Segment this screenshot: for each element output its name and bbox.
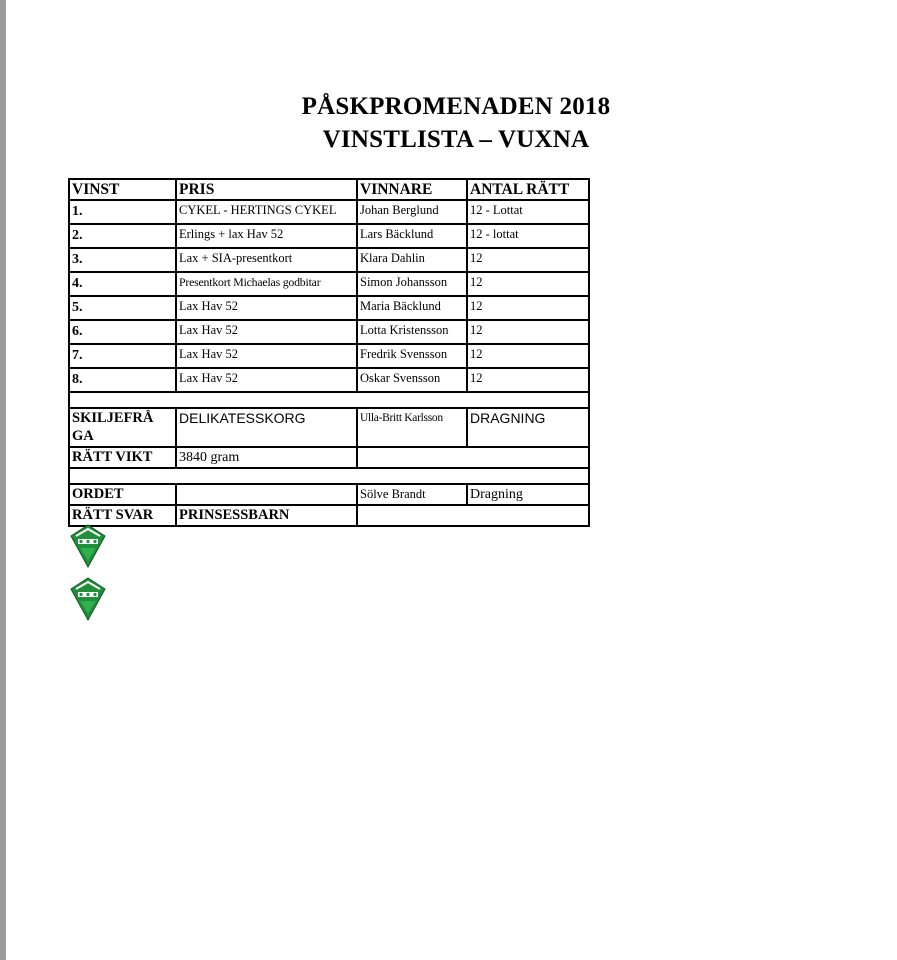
correct-weight-row	[69, 447, 589, 468]
row-prize: Erlings + lax Hav 52	[176, 224, 357, 248]
tiebreak-prize: DELIKATESSKORG	[176, 408, 357, 447]
row-score: 12	[467, 296, 589, 320]
row-prize: Lax Hav 52	[176, 368, 357, 392]
table-row	[69, 296, 589, 320]
page-title	[200, 90, 712, 156]
correct-weight-label: RÄTT VIKT	[69, 447, 176, 468]
tiebreak-label-line-2: GA	[72, 428, 94, 444]
correct-answer-value: PRINSESSBARN	[176, 505, 357, 526]
spacer-row	[69, 468, 589, 484]
word-winner: Sölve Brandt	[357, 484, 467, 505]
row-score: 12	[467, 344, 589, 368]
tiebreak-row	[69, 408, 589, 447]
club-logo-icon	[70, 524, 106, 568]
table-row	[69, 200, 589, 224]
row-winner: Maria Bäcklund	[357, 296, 467, 320]
page-edge	[0, 0, 6, 960]
header-pris: PRIS	[176, 179, 357, 200]
table-row	[69, 224, 589, 248]
correct-answer-label: RÄTT SVAR	[69, 505, 176, 526]
row-prize: CYKEL - HERTINGS CYKEL	[176, 200, 357, 224]
row-prize: Lax + SIA-presentkort	[176, 248, 357, 272]
spacer-row	[69, 392, 589, 408]
prize-table	[68, 178, 590, 527]
tiebreak-label-line-1: SKILJEFRÅ	[72, 410, 154, 426]
row-winner: Lars Bäcklund	[357, 224, 467, 248]
row-score: 12	[467, 272, 589, 296]
row-winner: Johan Berglund	[357, 200, 467, 224]
header-antal-ratt: ANTAL RÄTT	[467, 179, 589, 200]
row-prize: Lax Hav 52	[176, 296, 357, 320]
table-row	[69, 344, 589, 368]
row-winner: Fredrik Svensson	[357, 344, 467, 368]
row-winner: Oskar Svensson	[357, 368, 467, 392]
tiebreak-label	[69, 408, 176, 447]
table-row	[69, 368, 589, 392]
title-line-1: PÅSKPROMENADEN 2018	[301, 93, 611, 120]
row-winner: Klara Dahlin	[357, 248, 467, 272]
row-number: 8.	[69, 368, 176, 392]
word-row	[69, 484, 589, 505]
row-number: 2.	[69, 224, 176, 248]
row-score: 12	[467, 248, 589, 272]
row-prize: Presentkort Michaelas godbitar	[176, 272, 357, 296]
row-number: 4.	[69, 272, 176, 296]
correct-weight-value: 3840 gram	[176, 447, 357, 468]
table-row	[69, 248, 589, 272]
word-result: Dragning	[467, 484, 589, 505]
row-number: 6.	[69, 320, 176, 344]
club-logo-icon	[70, 577, 106, 621]
row-score: 12	[467, 368, 589, 392]
table-row	[69, 320, 589, 344]
row-score: 12 - lottat	[467, 224, 589, 248]
table-row	[69, 272, 589, 296]
row-score: 12 - Lottat	[467, 200, 589, 224]
row-prize: Lax Hav 52	[176, 320, 357, 344]
row-winner: Lotta Kristensson	[357, 320, 467, 344]
row-winner: Simon Johansson	[357, 272, 467, 296]
row-number: 3.	[69, 248, 176, 272]
tiebreak-result: DRAGNING	[467, 408, 589, 447]
tiebreak-winner: Ulla-Britt Karlsson	[357, 408, 467, 447]
word-label: ORDET	[69, 484, 176, 505]
row-score: 12	[467, 320, 589, 344]
row-number: 7.	[69, 344, 176, 368]
title-line-2: VINSTLISTA – VUXNA	[322, 126, 590, 153]
header-vinnare: VINNARE	[357, 179, 467, 200]
row-number: 5.	[69, 296, 176, 320]
table-header-row	[69, 179, 589, 200]
header-vinst: VINST	[69, 179, 176, 200]
row-number: 1.	[69, 200, 176, 224]
row-prize: Lax Hav 52	[176, 344, 357, 368]
correct-answer-row	[69, 505, 589, 526]
